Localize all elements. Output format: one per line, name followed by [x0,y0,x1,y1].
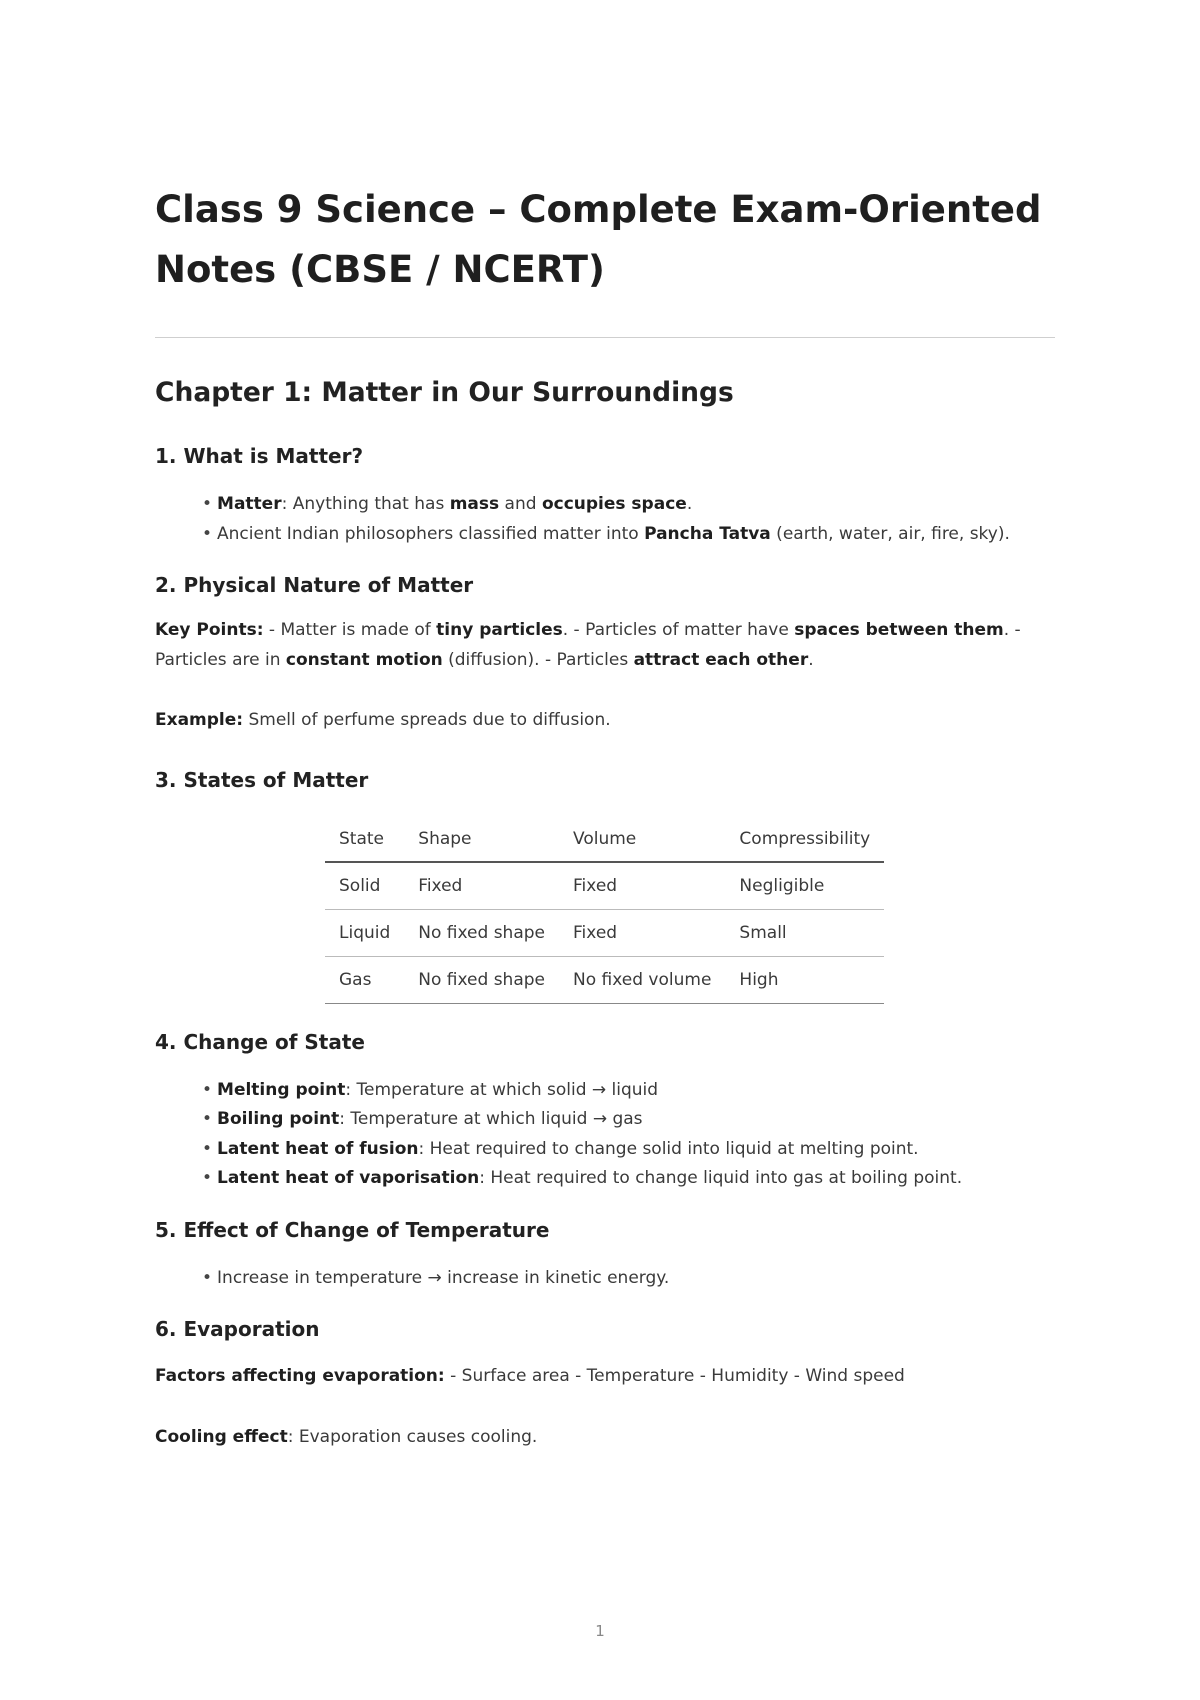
table-cell: No fixed shape [404,956,559,1003]
table-header-row [325,816,884,862]
states-of-matter-table [325,816,884,1004]
table-cell: Negligible [725,862,884,909]
evaporation-factors-paragraph: Factors affecting evaporation: - Surface area - Temperature - Humidity - Wind speed [155,1366,905,1386]
page-number: 1 [595,1622,605,1640]
list-item: • Boiling point: Temperature at which liquid → gas [202,1105,1055,1135]
list-item: • Ancient Indian philosophers classified matter into Pancha Tatva (earth, water, air, fire, sky). [202,520,1055,550]
section-heading-what-is-matter: 1. What is Matter? [155,444,364,468]
table-row [325,956,884,1003]
change-of-state-list [202,1076,1055,1194]
section-heading-effect-of-temperature: 5. Effect of Change of Temperature [155,1217,550,1242]
table-cell: No fixed volume [559,956,725,1003]
cooling-effect-paragraph: Cooling effect: Evaporation causes cooling. [155,1427,538,1447]
table-row [325,862,884,909]
section-heading-states-of-matter: 3. States of Matter [155,768,369,792]
list-item: • Latent heat of vaporisation: Heat required to change liquid into gas at boiling point. [202,1164,1055,1194]
temperature-effect-list [202,1264,1055,1294]
table-cell: No fixed shape [404,909,559,956]
table-cell: Solid [325,862,404,909]
table-row [325,909,884,956]
chapter-heading: Chapter 1: Matter in Our Surroundings [155,377,734,408]
list-item: • Increase in temperature → increase in kinetic energy. [202,1264,1055,1294]
section-heading-evaporation: 6. Evaporation [155,1317,320,1341]
page-content [155,180,1055,1452]
column-header: State [325,816,404,862]
key-points-paragraph: Key Points: - Matter is made of tiny particles. - Particles of matter have spaces between them. - Particles are in constant motion (diffusion). - Particles attract each other. [155,620,1021,670]
table-cell: Fixed [559,862,725,909]
document-title: Class 9 Science – Complete Exam-Oriented Notes (CBSE / NCERT) [155,188,1042,291]
matter-definition-list [202,490,1055,549]
list-item: • Matter: Anything that has mass and occupies space. [202,490,1055,520]
table-cell: High [725,956,884,1003]
title-divider [155,337,1055,338]
column-header: Volume [559,816,725,862]
table-cell: Fixed [559,909,725,956]
column-header: Compressibility [725,816,884,862]
table-cell: Small [725,909,884,956]
table-cell: Fixed [404,862,559,909]
table-cell: Gas [325,956,404,1003]
list-item: • Latent heat of fusion: Heat required to change solid into liquid at melting point. [202,1135,1055,1165]
section-heading-physical-nature: 2. Physical Nature of Matter [155,573,474,597]
section-heading-change-of-state: 4. Change of State [155,1029,365,1054]
column-header: Shape [404,816,559,862]
list-item: • Melting point: Temperature at which solid → liquid [202,1076,1055,1106]
table-cell: Liquid [325,909,404,956]
example-paragraph: Example: Smell of perfume spreads due to diffusion. [155,710,611,730]
